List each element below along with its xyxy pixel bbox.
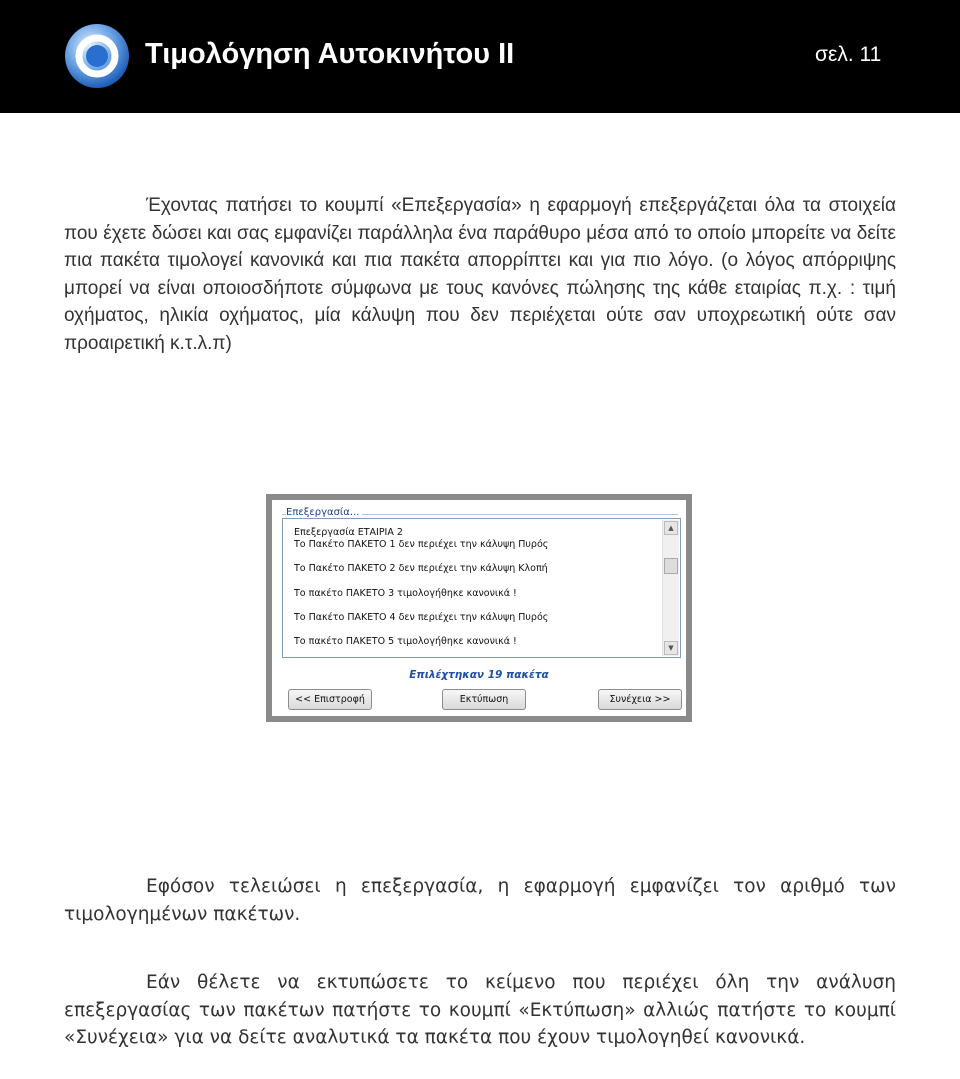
list-item[interactable]: Το Πακέτο ΠΑΚΕΤΟ 1 δεν περιέχει την κάλυψη Πυρός [294, 539, 549, 550]
slide-number: σελ. 11 [815, 43, 882, 66]
print-paragraph: Εάν θέλετε να εκτυπώσετε το κείμενο που περιέχει όλη την ανάλυση επεξεργασίας των πακέτων πατήστε το κουμπί «Εκτύπωση» αλλιώς πατήστε το κουμπί «Συνέχεια» για να δείτε αναλυτικά τα πακέτα που έχουν τιμολογηθεί κανονικά. [64, 972, 896, 1048]
header-bar [0, 0, 960, 113]
list-item[interactable]: Το πακέτο ΠΑΚΕΤΟ 5 τιμολογήθηκε κανονικά ! [294, 636, 517, 647]
selected-count-label: Επιλέχτηκαν 19 πακέτα [409, 669, 549, 681]
list-item[interactable]: Επεξεργασία ΕΤΑΙΡΙΑ 2 [294, 527, 403, 538]
scroll-thumb[interactable] [664, 558, 678, 574]
dialog-body [272, 500, 686, 716]
print-button[interactable]: Εκτύπωση [442, 689, 526, 710]
back-button[interactable]: << Επιστροφή [288, 689, 372, 710]
continue-button[interactable]: Συνέχεια >> [598, 689, 682, 710]
page-title: Τιμολόγηση Αυτοκινήτου ΙΙ [145, 38, 515, 70]
list-item[interactable]: Το πακέτο ΠΑΚΕΤΟ 3 τιμολογήθηκε κανονικά ! [294, 588, 517, 599]
group-title: Επεξεργασία... [286, 507, 362, 518]
vertical-scrollbar[interactable] [662, 520, 679, 656]
processing-log-listbox[interactable] [282, 518, 681, 658]
scroll-up-icon[interactable]: ▲ [664, 521, 678, 535]
list-item[interactable]: Το Πακέτο ΠΑΚΕΤΟ 4 δεν περιέχει την κάλυψη Πυρός [294, 612, 549, 623]
scroll-down-icon[interactable]: ▼ [664, 641, 678, 655]
result-paragraph: Εφόσον τελειώσει η επεξεργασία, η εφαρμογή εμφανίζει τον αριθμό των τιμολογημένων πακέτων. [64, 876, 896, 925]
processing-dialog [266, 494, 692, 722]
intro-paragraph: Έχοντας πατήσει το κουμπί «Επεξεργασία» η εφαρμογή επεξεργάζεται όλα τα στοιχεία που έχετε δώσει και σας εμφανίζει παράλληλα ένα παράθυρο μέσα από το οποίο μπορείτε να δείτε πια πακέτα τιμολογεί κανονικά και πια πακέτα απορρίπτει και για πιο λόγο. (ο λόγος απόρριψης μπορεί να είναι οποιοσδήποτε σύμφωνα με τους κανόνες πώλησης της κάθε εταιρίας π.χ. : τιμή οχήματος, ηλικία οχήματος, μία κάλυψη που δεν περιέχεται ούτε σαν υποχρεωτική ούτε σαν προαιρετική κ.τ.λ.π) [64, 195, 896, 354]
list-item[interactable]: Το Πακέτο ΠΑΚΕΤΟ 2 δεν περιέχει την κάλυψη Κλοπή [294, 563, 548, 574]
logo-icon [63, 22, 131, 90]
